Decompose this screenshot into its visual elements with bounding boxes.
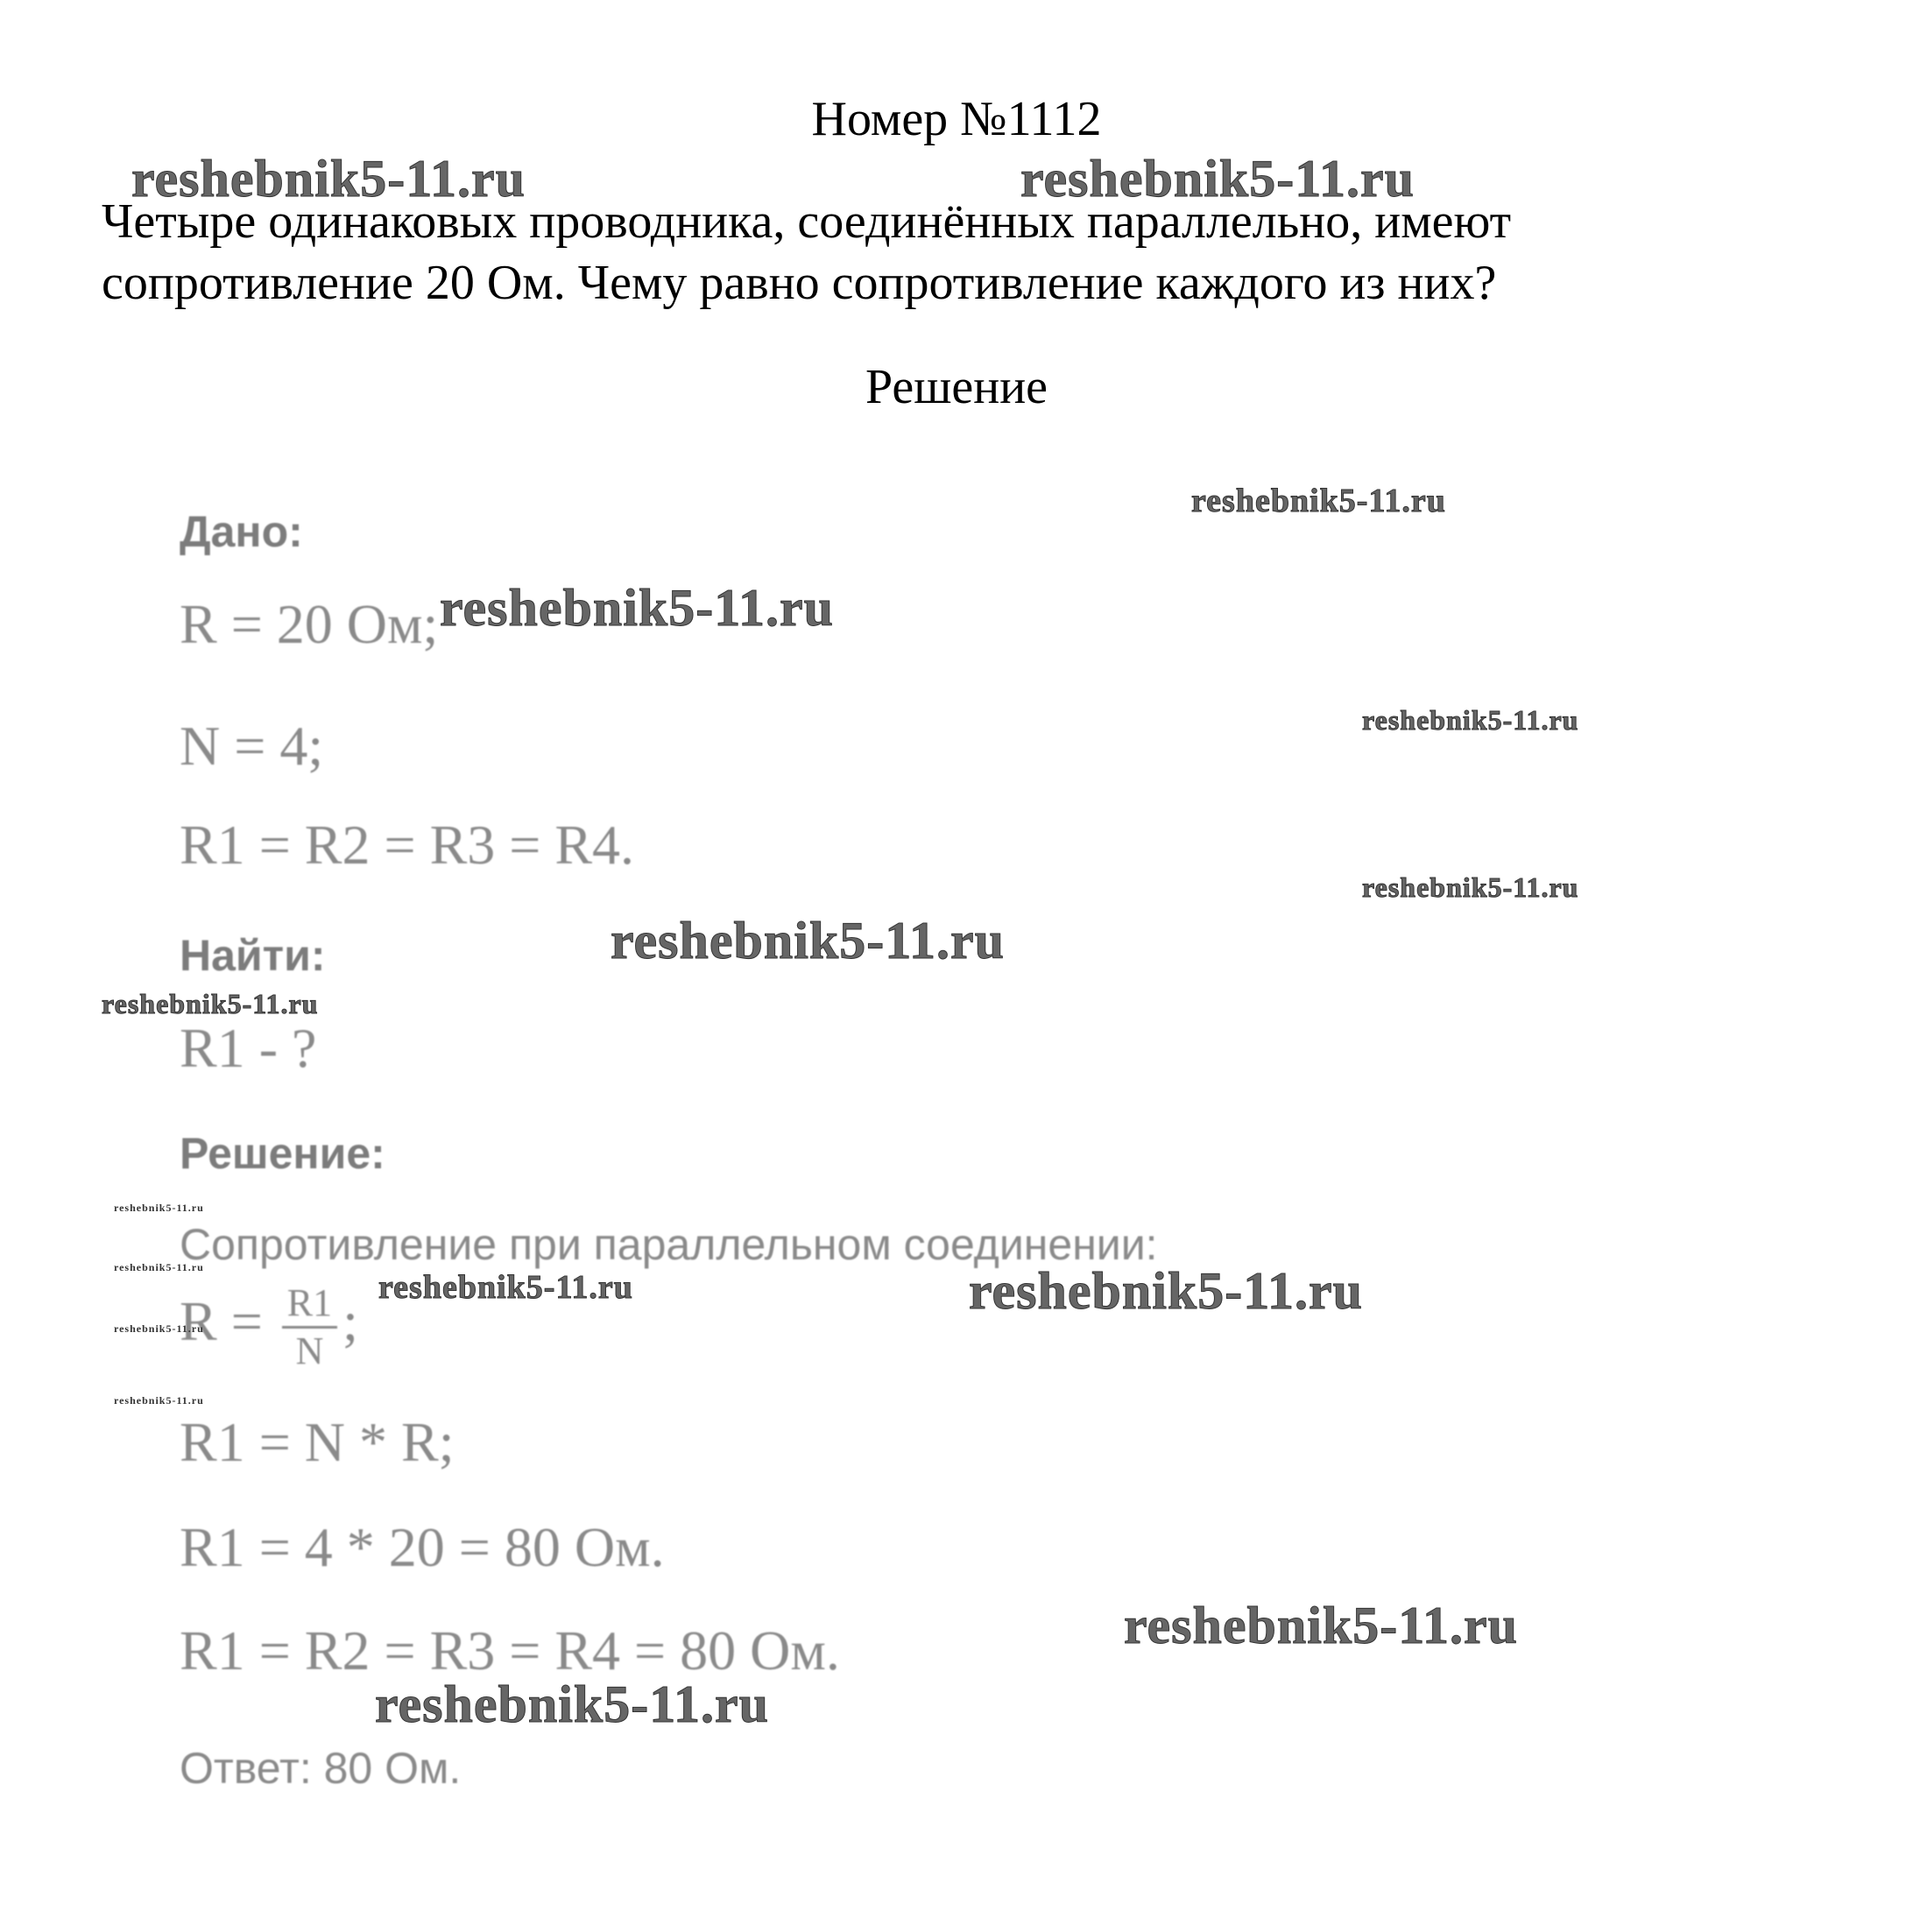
formula-numerator: R1 <box>282 1280 337 1329</box>
watermark: reshebnik5-11.ru <box>1124 1597 1518 1654</box>
find-label: Найти: <box>180 931 326 980</box>
watermark: reshebnik5-11.ru <box>378 1269 633 1306</box>
watermark: reshebnik5-11.ru <box>440 579 834 637</box>
formula-fraction <box>282 1280 337 1374</box>
formula-parallel <box>180 1280 358 1374</box>
solution-step-1: R1 = N * R; <box>180 1411 455 1473</box>
watermark: reshebnik5-11.ru <box>1362 704 1579 736</box>
watermark: reshebnik5-11.ru <box>1362 871 1579 903</box>
find-target: R1 - ? <box>180 1017 317 1079</box>
solution-text: Сопротивление при параллельном соединении: <box>180 1220 1158 1269</box>
watermark: reshebnik5-11.ru <box>1020 150 1415 208</box>
watermark: reshebnik5-11.ru <box>1191 483 1446 519</box>
watermark: reshebnik5-11.ru <box>611 912 1005 970</box>
problem-statement <box>102 191 1818 314</box>
page-title: Номер №1112 <box>811 92 1102 146</box>
solution-step-2: R1 = 4 * 20 = 80 Ом. <box>180 1516 665 1578</box>
solution-heading: Решение <box>865 360 1048 414</box>
formula-end: ; <box>342 1290 358 1353</box>
problem-line-2: сопротивление 20 Ом. Чему равно сопротивление каждого из них? <box>102 256 1497 310</box>
watermark: reshebnik5-11.ru <box>375 1675 769 1733</box>
solution-step-3: R1 = R2 = R3 = R4 = 80 Ом. <box>180 1619 840 1682</box>
watermark: reshebnik5-11.ru <box>114 1394 204 1407</box>
problem-line-1: Четыре одинаковых проводника, соединённых параллельно, имеют <box>102 194 1512 249</box>
given-label: Дано: <box>180 507 303 556</box>
watermark: reshebnik5-11.ru <box>102 988 319 1019</box>
watermark: reshebnik5-11.ru <box>131 150 526 208</box>
watermark: reshebnik5-11.ru <box>114 1261 204 1273</box>
answer: Ответ: 80 Ом. <box>180 1744 462 1793</box>
watermark: reshebnik5-11.ru <box>114 1202 204 1214</box>
given-n: N = 4; <box>180 715 324 777</box>
watermark: reshebnik5-11.ru <box>114 1322 204 1335</box>
given-equal: R1 = R2 = R3 = R4. <box>180 814 635 876</box>
formula-denominator: N <box>295 1329 324 1372</box>
solution-label: Решение: <box>180 1129 385 1178</box>
formula-lhs: R = <box>180 1290 263 1353</box>
given-r: R = 20 Ом; <box>180 593 439 655</box>
watermark: reshebnik5-11.ru <box>969 1262 1363 1320</box>
